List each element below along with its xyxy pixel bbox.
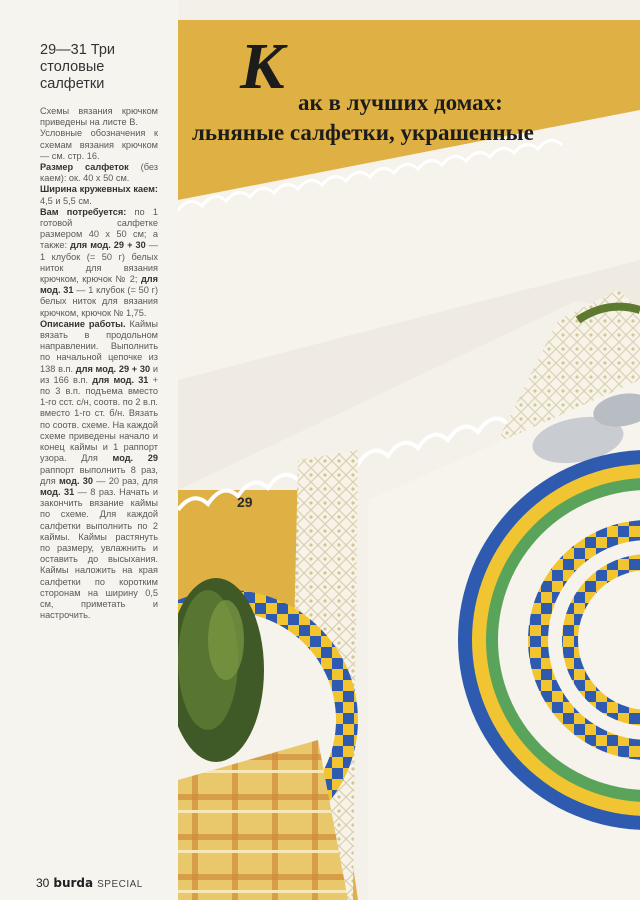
page-footer (36, 876, 143, 890)
edition-label: SPECIAL (97, 879, 143, 890)
work-m30-label: мод. 30 (58, 475, 93, 486)
materials-m29-text: — 1 клубок (= 50 г) белых ниток для вязания крючком, крючок № 2; (40, 240, 158, 285)
size-paragraph (40, 162, 158, 184)
materials-text: по 1 готовой салфетке размером 40 х 50 см; а также: (40, 206, 158, 251)
text-column (0, 0, 178, 900)
size-text: (без каем): ок. 40 х 50 см. (40, 162, 158, 184)
materials-m29-label: для мод. 29 + 30 (70, 240, 146, 251)
intro-text: Схемы вязания крючком приведены на листе В. (40, 106, 158, 128)
title-line-2: льняные салфетки, украшенные (192, 120, 534, 145)
page-number: 30 (36, 876, 50, 890)
work-label: Описание работы. (40, 318, 126, 329)
work-text-5: — 20 раз, для (96, 475, 159, 486)
work-paragraph (40, 319, 158, 621)
work-text-2: и из 166 в.п. (40, 363, 158, 385)
width-paragraph (40, 184, 158, 206)
photo-illustration (178, 20, 640, 900)
instructions-text (40, 106, 158, 621)
work-m31b-label: мод. 31 (40, 486, 75, 497)
title-initial: К (240, 30, 285, 103)
materials-m31-label: для мод. 31 (40, 274, 158, 296)
work-m31-label: для мод. 31 (92, 374, 149, 385)
work-m29b-label: мод. 29 (112, 453, 159, 464)
brand-logo: burda (53, 876, 94, 890)
work-text-1: Каймы вязать в продольном направлении. Выполнить по начальной цепочке из 138 в.п. (40, 318, 158, 374)
materials-paragraph (40, 207, 158, 319)
width-text: 4,5 и 5,5 см. (40, 195, 92, 206)
work-text-4: раппорт выполнить 8 раз, для (40, 464, 158, 486)
legend-note: Условные обозначения к схемам вязания крючком — см. стр. 16. (40, 128, 158, 161)
table-setting-photo (178, 20, 640, 900)
materials-label: Вам потребуется: (40, 206, 127, 217)
width-label: Ширина кружевных каем: (40, 184, 158, 195)
title-line-1: ак в лучших домах: (298, 90, 503, 115)
materials-m31-text: — 1 клубок (= 50 г) белых ниток для вязания крючком, крючок № 1,75. (40, 285, 158, 318)
work-text-3: + по 3 в.п. подъема вместо 1-го сст. с/н, соотв. по 2 в.п. вместо 1-го ст. б/н. Вязать по соотв. схеме. На каждой схеме приведены начало и конец каймы и 1 раппорт узора. Для (40, 374, 158, 464)
figure-number: 29 (237, 494, 253, 510)
work-m29-label: для мод. 29 + 30 (75, 363, 151, 374)
work-text-6: — 8 раз. Начать и закончить вязание каймы по схеме. Для каждой салфетки выполнить по 2 каймы. Каймы растянуть по размеру, увлажнить и оставить до высыхания. Каймы наложить на края салфетки по коротким сторонам на ширину 0,5 см, приметать и настрочить. (40, 486, 158, 621)
article-heading: 29—31 Три столовые салфетки (40, 42, 115, 92)
size-label: Размер салфеток (40, 162, 129, 173)
